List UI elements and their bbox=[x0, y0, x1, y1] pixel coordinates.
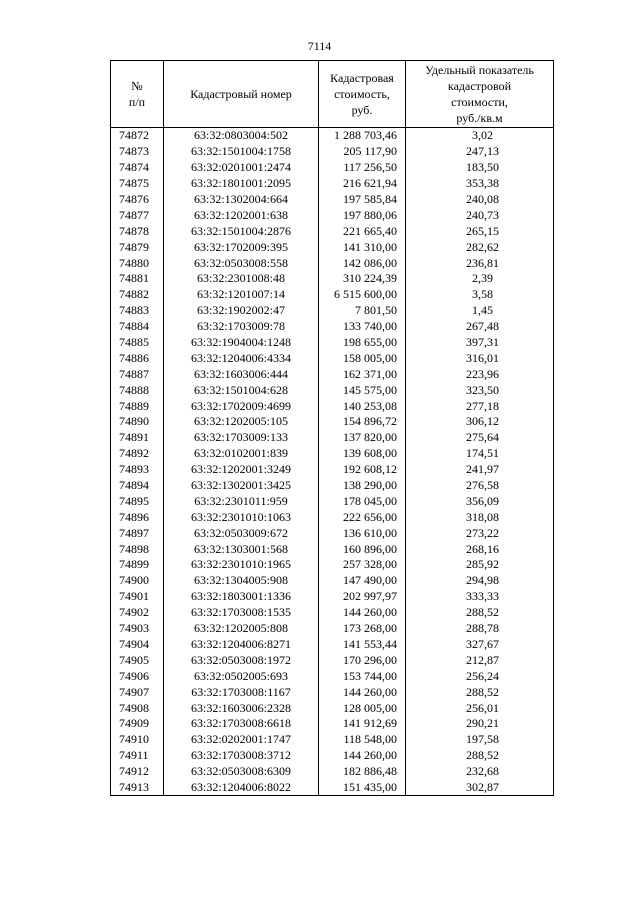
row-number-cell: 74880 bbox=[111, 255, 164, 271]
row-number-cell: 74893 bbox=[111, 462, 164, 478]
specific-index-cell: 267,48 bbox=[406, 319, 554, 335]
row-number-cell: 74906 bbox=[111, 668, 164, 684]
cadastral-number-cell: 63:32:1603006:2328 bbox=[164, 700, 319, 716]
cadastral-number-cell: 63:32:1702009:4699 bbox=[164, 398, 319, 414]
specific-index-cell: 294,98 bbox=[406, 573, 554, 589]
table-row bbox=[111, 287, 554, 303]
cadastral-number-cell: 63:32:1703009:78 bbox=[164, 319, 319, 335]
cadastral-number-cell: 63:32:1703008:1167 bbox=[164, 684, 319, 700]
row-number-cell: 74884 bbox=[111, 319, 164, 335]
cadastral-number-cell: 63:32:1202001:3249 bbox=[164, 462, 319, 478]
specific-index-cell: 240,73 bbox=[406, 207, 554, 223]
specific-index-cell: 288,52 bbox=[406, 684, 554, 700]
cadastral-number-cell: 63:32:2301011:959 bbox=[164, 493, 319, 509]
table-row bbox=[111, 255, 554, 271]
row-number-cell: 74912 bbox=[111, 764, 164, 780]
cadastral-number-cell: 63:32:1904004:1248 bbox=[164, 335, 319, 351]
cadastral-number-cell: 63:32:1703008:1535 bbox=[164, 605, 319, 621]
cadastral-value-cell: 141 553,44 bbox=[319, 637, 406, 653]
cadastral-number-cell: 63:32:1803001:1336 bbox=[164, 589, 319, 605]
cadastral-number-cell: 63:32:0202001:1747 bbox=[164, 732, 319, 748]
table-header bbox=[111, 61, 554, 128]
table-row bbox=[111, 398, 554, 414]
cadastral-number-cell: 63:32:1703008:6618 bbox=[164, 716, 319, 732]
table-row bbox=[111, 446, 554, 462]
specific-index-cell: 223,96 bbox=[406, 366, 554, 382]
cadastral-number-cell: 63:32:1204006:8022 bbox=[164, 780, 319, 796]
table-row bbox=[111, 335, 554, 351]
specific-index-cell: 3,02 bbox=[406, 128, 554, 144]
cadastral-number-cell: 63:32:0502005:693 bbox=[164, 668, 319, 684]
cadastral-number-cell: 63:32:1202001:638 bbox=[164, 207, 319, 223]
row-number-cell: 74886 bbox=[111, 350, 164, 366]
table-row bbox=[111, 303, 554, 319]
row-number-cell: 74876 bbox=[111, 192, 164, 208]
cadastral-value-cell: 144 260,00 bbox=[319, 684, 406, 700]
specific-index-cell: 302,87 bbox=[406, 780, 554, 796]
cadastral-value-table bbox=[110, 60, 554, 796]
table-row bbox=[111, 684, 554, 700]
specific-index-cell: 327,67 bbox=[406, 637, 554, 653]
header-row bbox=[111, 61, 554, 128]
table-row bbox=[111, 414, 554, 430]
cadastral-value-cell: 202 997,97 bbox=[319, 589, 406, 605]
cadastral-number-cell: 63:32:1302004:664 bbox=[164, 192, 319, 208]
row-number-cell: 74905 bbox=[111, 652, 164, 668]
cadastral-number-cell: 63:32:1703008:3712 bbox=[164, 748, 319, 764]
cadastral-value-cell: 118 548,00 bbox=[319, 732, 406, 748]
specific-index-cell: 240,08 bbox=[406, 192, 554, 208]
row-number-cell: 74891 bbox=[111, 430, 164, 446]
specific-index-cell: 2,39 bbox=[406, 271, 554, 287]
table-row bbox=[111, 207, 554, 223]
cadastral-number-cell: 63:32:1801001:2095 bbox=[164, 176, 319, 192]
row-number-cell: 74894 bbox=[111, 478, 164, 494]
row-number-cell: 74908 bbox=[111, 700, 164, 716]
cadastral-number-cell: 63:32:2301010:1965 bbox=[164, 557, 319, 573]
table-row bbox=[111, 160, 554, 176]
row-number-cell: 74907 bbox=[111, 684, 164, 700]
table-row bbox=[111, 637, 554, 653]
specific-index-cell: 288,52 bbox=[406, 605, 554, 621]
table-row bbox=[111, 716, 554, 732]
cadastral-number-cell: 63:32:1902002:47 bbox=[164, 303, 319, 319]
table-row bbox=[111, 271, 554, 287]
row-number-cell: 74898 bbox=[111, 541, 164, 557]
specific-index-cell: 232,68 bbox=[406, 764, 554, 780]
cadastral-value-cell: 221 665,40 bbox=[319, 223, 406, 239]
cadastral-number-cell: 63:32:1501004:628 bbox=[164, 382, 319, 398]
header-num: № п/п bbox=[111, 61, 164, 128]
cadastral-number-cell: 63:32:0803004:502 bbox=[164, 128, 319, 144]
cadastral-value-cell: 310 224,39 bbox=[319, 271, 406, 287]
cadastral-value-cell: 141 310,00 bbox=[319, 239, 406, 255]
table-row bbox=[111, 128, 554, 144]
cadastral-value-cell: 173 268,00 bbox=[319, 621, 406, 637]
cadastral-value-cell: 216 621,94 bbox=[319, 176, 406, 192]
table-row bbox=[111, 732, 554, 748]
row-number-cell: 74874 bbox=[111, 160, 164, 176]
specific-index-cell: 353,38 bbox=[406, 176, 554, 192]
cadastral-number-cell: 63:32:1302001:3425 bbox=[164, 478, 319, 494]
table-row bbox=[111, 668, 554, 684]
table-row bbox=[111, 239, 554, 255]
specific-index-cell: 356,09 bbox=[406, 493, 554, 509]
specific-index-cell: 247,13 bbox=[406, 144, 554, 160]
table-row bbox=[111, 652, 554, 668]
specific-index-cell: 318,08 bbox=[406, 509, 554, 525]
row-number-cell: 74881 bbox=[111, 271, 164, 287]
specific-index-cell: 277,18 bbox=[406, 398, 554, 414]
cadastral-value-cell: 182 886,48 bbox=[319, 764, 406, 780]
specific-index-cell: 288,52 bbox=[406, 748, 554, 764]
table-row bbox=[111, 493, 554, 509]
table-row bbox=[111, 350, 554, 366]
cadastral-value-cell: 158 005,00 bbox=[319, 350, 406, 366]
row-number-cell: 74879 bbox=[111, 239, 164, 255]
cadastral-number-cell: 63:32:1501004:1758 bbox=[164, 144, 319, 160]
cadastral-value-cell: 197 585,84 bbox=[319, 192, 406, 208]
specific-index-cell: 273,22 bbox=[406, 525, 554, 541]
table-row bbox=[111, 541, 554, 557]
cadastral-number-cell: 63:32:0503008:1972 bbox=[164, 652, 319, 668]
cadastral-value-cell: 192 608,12 bbox=[319, 462, 406, 478]
table-row bbox=[111, 319, 554, 335]
cadastral-value-cell: 138 290,00 bbox=[319, 478, 406, 494]
table-row bbox=[111, 462, 554, 478]
row-number-cell: 74887 bbox=[111, 366, 164, 382]
specific-index-cell: 3,58 bbox=[406, 287, 554, 303]
row-number-cell: 74900 bbox=[111, 573, 164, 589]
header-specific-index: Удельный показатель кадастровой стоимости, руб./кв.м bbox=[406, 61, 554, 128]
specific-index-cell: 241,97 bbox=[406, 462, 554, 478]
cadastral-number-cell: 63:32:0503008:558 bbox=[164, 255, 319, 271]
table-row bbox=[111, 780, 554, 796]
row-number-cell: 74913 bbox=[111, 780, 164, 796]
table-row bbox=[111, 748, 554, 764]
cadastral-number-cell: 63:32:1204006:8271 bbox=[164, 637, 319, 653]
cadastral-value-cell: 7 801,50 bbox=[319, 303, 406, 319]
row-number-cell: 74901 bbox=[111, 589, 164, 605]
header-cadastral-value: Кадастровая стоимость, руб. bbox=[319, 61, 406, 128]
table-row bbox=[111, 700, 554, 716]
cadastral-value-cell: 141 912,69 bbox=[319, 716, 406, 732]
row-number-cell: 74910 bbox=[111, 732, 164, 748]
cadastral-value-cell: 136 610,00 bbox=[319, 525, 406, 541]
cadastral-value-cell: 222 656,00 bbox=[319, 509, 406, 525]
header-cadastral-number: Кадастровый номер bbox=[164, 61, 319, 128]
cadastral-value-cell: 133 740,00 bbox=[319, 319, 406, 335]
table-body bbox=[111, 128, 554, 796]
specific-index-cell: 236,81 bbox=[406, 255, 554, 271]
cadastral-value-cell: 205 117,90 bbox=[319, 144, 406, 160]
cadastral-value-cell: 197 880,06 bbox=[319, 207, 406, 223]
row-number-cell: 74888 bbox=[111, 382, 164, 398]
specific-index-cell: 276,58 bbox=[406, 478, 554, 494]
cadastral-number-cell: 63:32:2301010:1063 bbox=[164, 509, 319, 525]
cadastral-number-cell: 63:32:0201001:2474 bbox=[164, 160, 319, 176]
cadastral-value-cell: 1 288 703,46 bbox=[319, 128, 406, 144]
cadastral-number-cell: 63:32:1501004:2876 bbox=[164, 223, 319, 239]
cadastral-value-cell: 139 608,00 bbox=[319, 446, 406, 462]
cadastral-value-cell: 170 296,00 bbox=[319, 652, 406, 668]
table-row bbox=[111, 223, 554, 239]
cadastral-number-cell: 63:32:0102001:839 bbox=[164, 446, 319, 462]
cadastral-value-cell: 162 371,00 bbox=[319, 366, 406, 382]
cadastral-number-cell: 63:32:2301008:48 bbox=[164, 271, 319, 287]
specific-index-cell: 288,78 bbox=[406, 621, 554, 637]
row-number-cell: 74875 bbox=[111, 176, 164, 192]
row-number-cell: 74878 bbox=[111, 223, 164, 239]
cadastral-value-cell: 257 328,00 bbox=[319, 557, 406, 573]
cadastral-number-cell: 63:32:1303001:568 bbox=[164, 541, 319, 557]
row-number-cell: 74909 bbox=[111, 716, 164, 732]
row-number-cell: 74873 bbox=[111, 144, 164, 160]
specific-index-cell: 1,45 bbox=[406, 303, 554, 319]
cadastral-value-cell: 154 896,72 bbox=[319, 414, 406, 430]
row-number-cell: 74895 bbox=[111, 493, 164, 509]
cadastral-number-cell: 63:32:1702009:395 bbox=[164, 239, 319, 255]
cadastral-number-cell: 63:32:1603006:444 bbox=[164, 366, 319, 382]
cadastral-number-cell: 63:32:1201007:14 bbox=[164, 287, 319, 303]
table-row bbox=[111, 366, 554, 382]
specific-index-cell: 212,87 bbox=[406, 652, 554, 668]
cadastral-value-cell: 178 045,00 bbox=[319, 493, 406, 509]
row-number-cell: 74911 bbox=[111, 748, 164, 764]
cadastral-value-cell: 145 575,00 bbox=[319, 382, 406, 398]
specific-index-cell: 174,51 bbox=[406, 446, 554, 462]
row-number-cell: 74896 bbox=[111, 509, 164, 525]
specific-index-cell: 323,50 bbox=[406, 382, 554, 398]
cadastral-number-cell: 63:32:1202005:808 bbox=[164, 621, 319, 637]
cadastral-value-cell: 153 744,00 bbox=[319, 668, 406, 684]
table-row bbox=[111, 176, 554, 192]
cadastral-number-cell: 63:32:1703009:133 bbox=[164, 430, 319, 446]
specific-index-cell: 282,62 bbox=[406, 239, 554, 255]
cadastral-value-cell: 144 260,00 bbox=[319, 605, 406, 621]
row-number-cell: 74897 bbox=[111, 525, 164, 541]
specific-index-cell: 290,21 bbox=[406, 716, 554, 732]
table-row bbox=[111, 509, 554, 525]
row-number-cell: 74902 bbox=[111, 605, 164, 621]
cadastral-value-cell: 6 515 600,00 bbox=[319, 287, 406, 303]
cadastral-value-cell: 147 490,00 bbox=[319, 573, 406, 589]
table-row bbox=[111, 192, 554, 208]
cadastral-value-cell: 160 896,00 bbox=[319, 541, 406, 557]
cadastral-value-cell: 140 253,08 bbox=[319, 398, 406, 414]
cadastral-value-cell: 144 260,00 bbox=[319, 748, 406, 764]
table-row bbox=[111, 764, 554, 780]
row-number-cell: 74890 bbox=[111, 414, 164, 430]
specific-index-cell: 268,16 bbox=[406, 541, 554, 557]
cadastral-value-cell: 137 820,00 bbox=[319, 430, 406, 446]
specific-index-cell: 256,24 bbox=[406, 668, 554, 684]
cadastral-number-cell: 63:32:1304005:908 bbox=[164, 573, 319, 589]
specific-index-cell: 306,12 bbox=[406, 414, 554, 430]
cadastral-value-cell: 142 086,00 bbox=[319, 255, 406, 271]
row-number-cell: 74899 bbox=[111, 557, 164, 573]
table-row bbox=[111, 382, 554, 398]
table-row bbox=[111, 478, 554, 494]
specific-index-cell: 397,31 bbox=[406, 335, 554, 351]
row-number-cell: 74872 bbox=[111, 128, 164, 144]
row-number-cell: 74882 bbox=[111, 287, 164, 303]
row-number-cell: 74883 bbox=[111, 303, 164, 319]
table-row bbox=[111, 621, 554, 637]
cadastral-value-cell: 151 435,00 bbox=[319, 780, 406, 796]
specific-index-cell: 256,01 bbox=[406, 700, 554, 716]
row-number-cell: 74889 bbox=[111, 398, 164, 414]
page-number: 7114 bbox=[307, 39, 332, 53]
table-row bbox=[111, 144, 554, 160]
specific-index-cell: 265,15 bbox=[406, 223, 554, 239]
table-row bbox=[111, 525, 554, 541]
cadastral-number-cell: 63:32:1204006:4334 bbox=[164, 350, 319, 366]
cadastral-number-cell: 63:32:1202005:105 bbox=[164, 414, 319, 430]
cadastral-value-cell: 128 005,00 bbox=[319, 700, 406, 716]
row-number-cell: 74892 bbox=[111, 446, 164, 462]
row-number-cell: 74904 bbox=[111, 637, 164, 653]
table-row bbox=[111, 605, 554, 621]
table-row bbox=[111, 589, 554, 605]
specific-index-cell: 333,33 bbox=[406, 589, 554, 605]
table-row bbox=[111, 573, 554, 589]
row-number-cell: 74885 bbox=[111, 335, 164, 351]
specific-index-cell: 285,92 bbox=[406, 557, 554, 573]
table-row bbox=[111, 557, 554, 573]
cadastral-number-cell: 63:32:0503008:6309 bbox=[164, 764, 319, 780]
row-number-cell: 74903 bbox=[111, 621, 164, 637]
specific-index-cell: 183,50 bbox=[406, 160, 554, 176]
cadastral-value-cell: 198 655,00 bbox=[319, 335, 406, 351]
specific-index-cell: 197,58 bbox=[406, 732, 554, 748]
cadastral-number-cell: 63:32:0503009:672 bbox=[164, 525, 319, 541]
cadastral-value-cell: 117 256,50 bbox=[319, 160, 406, 176]
specific-index-cell: 275,64 bbox=[406, 430, 554, 446]
specific-index-cell: 316,01 bbox=[406, 350, 554, 366]
table-row bbox=[111, 430, 554, 446]
row-number-cell: 74877 bbox=[111, 207, 164, 223]
